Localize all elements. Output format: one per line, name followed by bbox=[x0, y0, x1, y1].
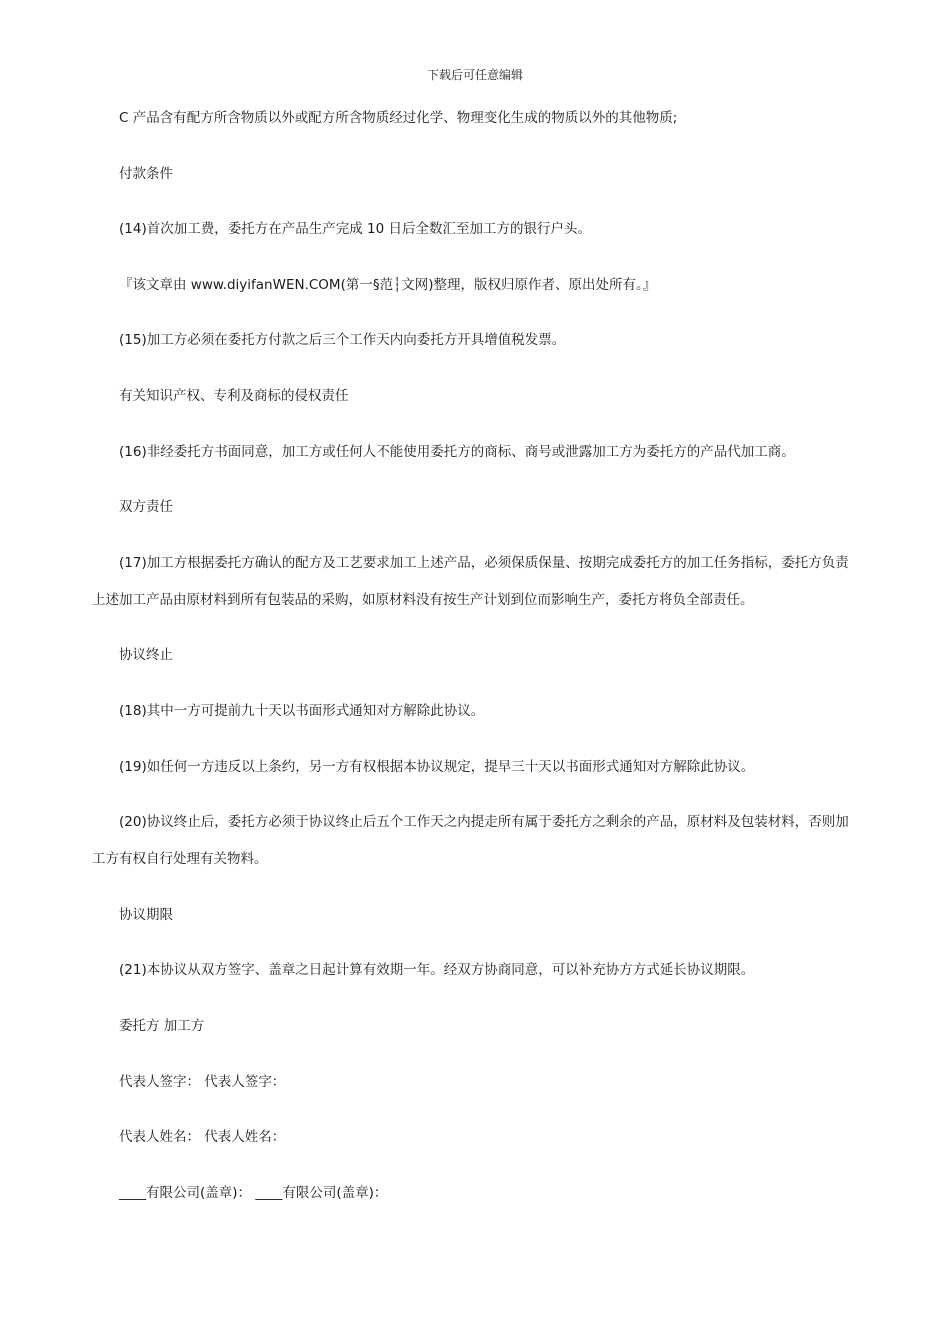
paragraph-product-substance: C 产品含有配方所含物质以外或配方所含物质经过化学、物理变化生成的物质以外的其他物质; bbox=[119, 110, 678, 126]
clause-15: (15)加工方必须在委托方付款之后三个工作天内向委托方开具增值税发票。 bbox=[119, 332, 566, 349]
section-heading-payment: 付款条件 bbox=[119, 165, 173, 182]
representative-name-line: 代表人姓名： 代表人姓名： bbox=[119, 1129, 286, 1146]
clause-20: (20)协议终止后，委托方必须于协议终止后五个工作天之内提走所有属于委托方之剩余的产品，原材料及包装材料，否则加工方有权自行处理有关物料。 bbox=[92, 814, 849, 868]
document-body bbox=[92, 100, 862, 1230]
clause-18: (18)其中一方可提前九十天以书面形式通知对方解除此协议。 bbox=[119, 702, 485, 719]
parties-line: 委托方 加工方 bbox=[119, 1017, 205, 1034]
clause-17: (17)加工方根据委托方确认的配方及工艺要求加工上述产品，必须保质保量、按期完成委托方的加工任务指标，委托方负责上述加工产品由原材料到所有包装品的采购，如原材料没有按生产计划到位而影响生产，委托方将负全部责任。 bbox=[92, 554, 849, 608]
company-seal-line: ____有限公司(盖章)： ____有限公司(盖章)： bbox=[119, 1184, 388, 1201]
clause-14: (14)首次加工费，委托方在产品生产完成 10 日后全数汇至加工方的银行户头。 bbox=[119, 221, 591, 238]
representative-signature-line: 代表人签字： 代表人签字： bbox=[119, 1073, 286, 1090]
section-heading-ip: 有关知识产权、专利及商标的侵权责任 bbox=[119, 387, 349, 404]
clause-19: (19)如任何一方违反以上条约，另一方有权根据本协议规定，提早三十天以书面形式通知对方解除此协议。 bbox=[119, 758, 755, 775]
page-header: 下载后可任意编辑 bbox=[426, 68, 523, 82]
section-heading-termination: 协议终止 bbox=[119, 647, 173, 664]
source-notice: 『该文章由 www.diyifanWEN.COM(第一§范┆文网)整理，版权归原作者、原出处所有。』 bbox=[119, 276, 657, 293]
section-heading-responsibility: 双方责任 bbox=[119, 499, 173, 516]
clause-21: (21)本协议从双方签字、盖章之日起计算有效期一年。经双方协商同意，可以补充协方方式延长协议期限。 bbox=[119, 962, 755, 979]
clause-16: (16)非经委托方书面同意，加工方或任何人不能使用委托方的商标、商号或泄露加工方为委托方的产品代加工商。 bbox=[119, 443, 795, 460]
section-heading-term: 协议期限 bbox=[119, 906, 173, 923]
